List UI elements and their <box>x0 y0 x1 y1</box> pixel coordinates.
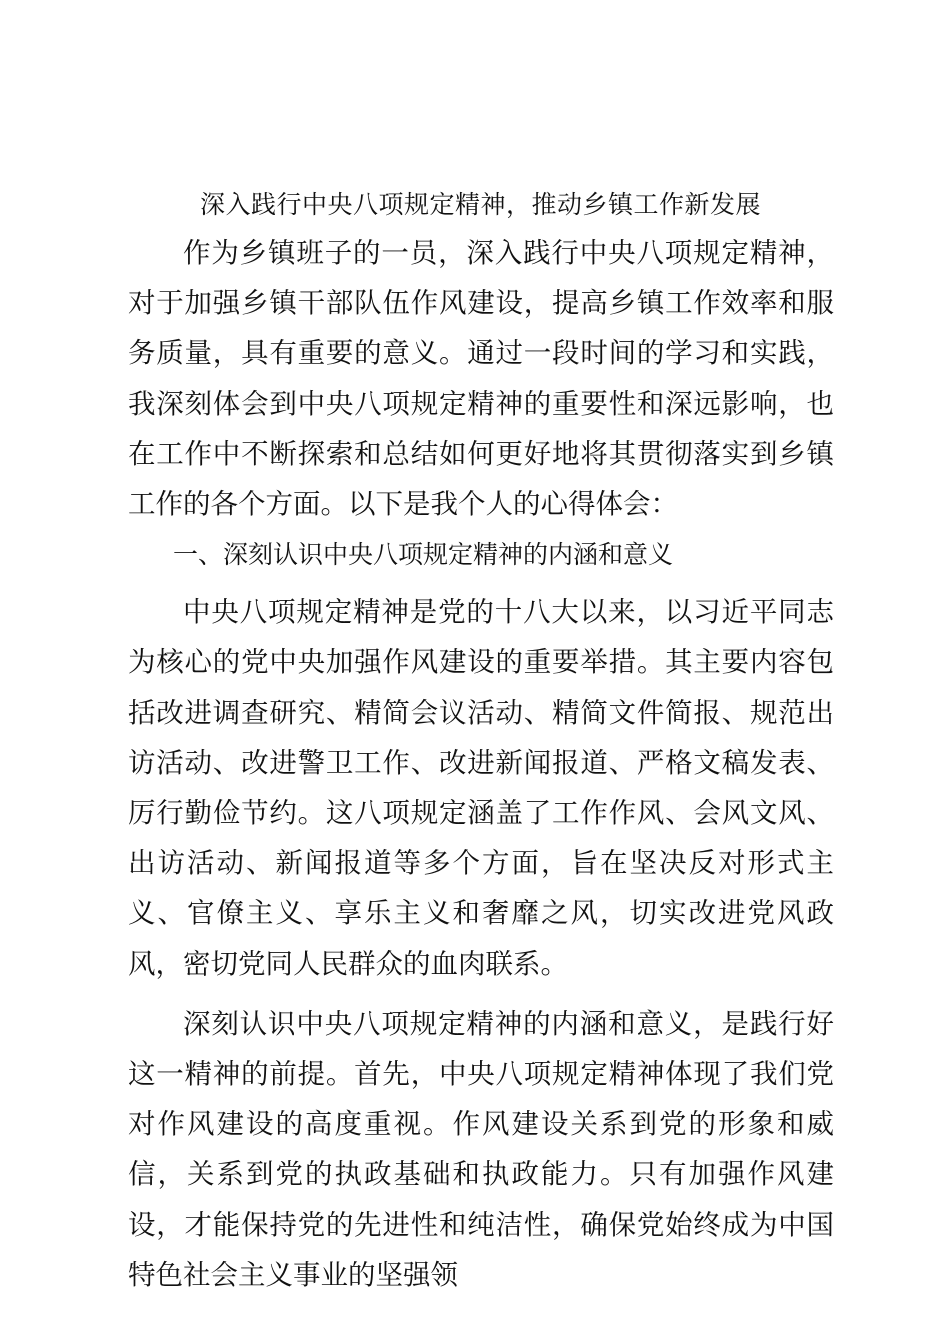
body-paragraph: 深刻认识中央八项规定精神的内涵和意义，是践行好这一精神的前提。首先，中央八项规定精神体现了我们党对作风建设的高度重视。作风建设关系到党的形象和威信，关系到党的执政基础和执政能力。只有加强作风建设，才能保持党的先进性和纯洁性，确保党始终成为中国特色社会主义事业的坚强领 <box>128 1007 834 1291</box>
document-title: 深入践行中央八项规定精神，推动乡镇工作新发展 <box>200 190 762 219</box>
intro-paragraph: 作为乡镇班子的一员，深入践行中央八项规定精神，对于加强乡镇干部队伍作风建设，提高乡镇工作效率和服务质量，具有重要的意义。通过一段时间的学习和实践，我深刻体会到中央八项规定精神的重要性和深远影响，也在工作中不断探索和总结如何更好地将其贯彻落实到乡镇工作的各个方面。以下是我个人的心得体会： <box>128 237 834 521</box>
section-heading: 一、深刻认识中央八项规定精神的内涵和意义 <box>173 540 674 570</box>
document-body <box>128 182 834 1300</box>
body-paragraph: 中央八项规定精神是党的十八大以来，以习近平同志为核心的党中央加强作风建设的重要举措。其主要内容包括改进调查研究、精简会议活动、精简文件简报、规范出访活动、改进警卫工作、改进新闻报道、严格文稿发表、厉行勤俭节约。这八项规定涵盖了工作作风、会风文风、出访活动、新闻报道等多个方面，旨在坚决反对形式主义、官僚主义、享乐主义和奢靡之风，切实改进党风政风，密切党同人民群众的血肉联系。 <box>128 596 834 980</box>
